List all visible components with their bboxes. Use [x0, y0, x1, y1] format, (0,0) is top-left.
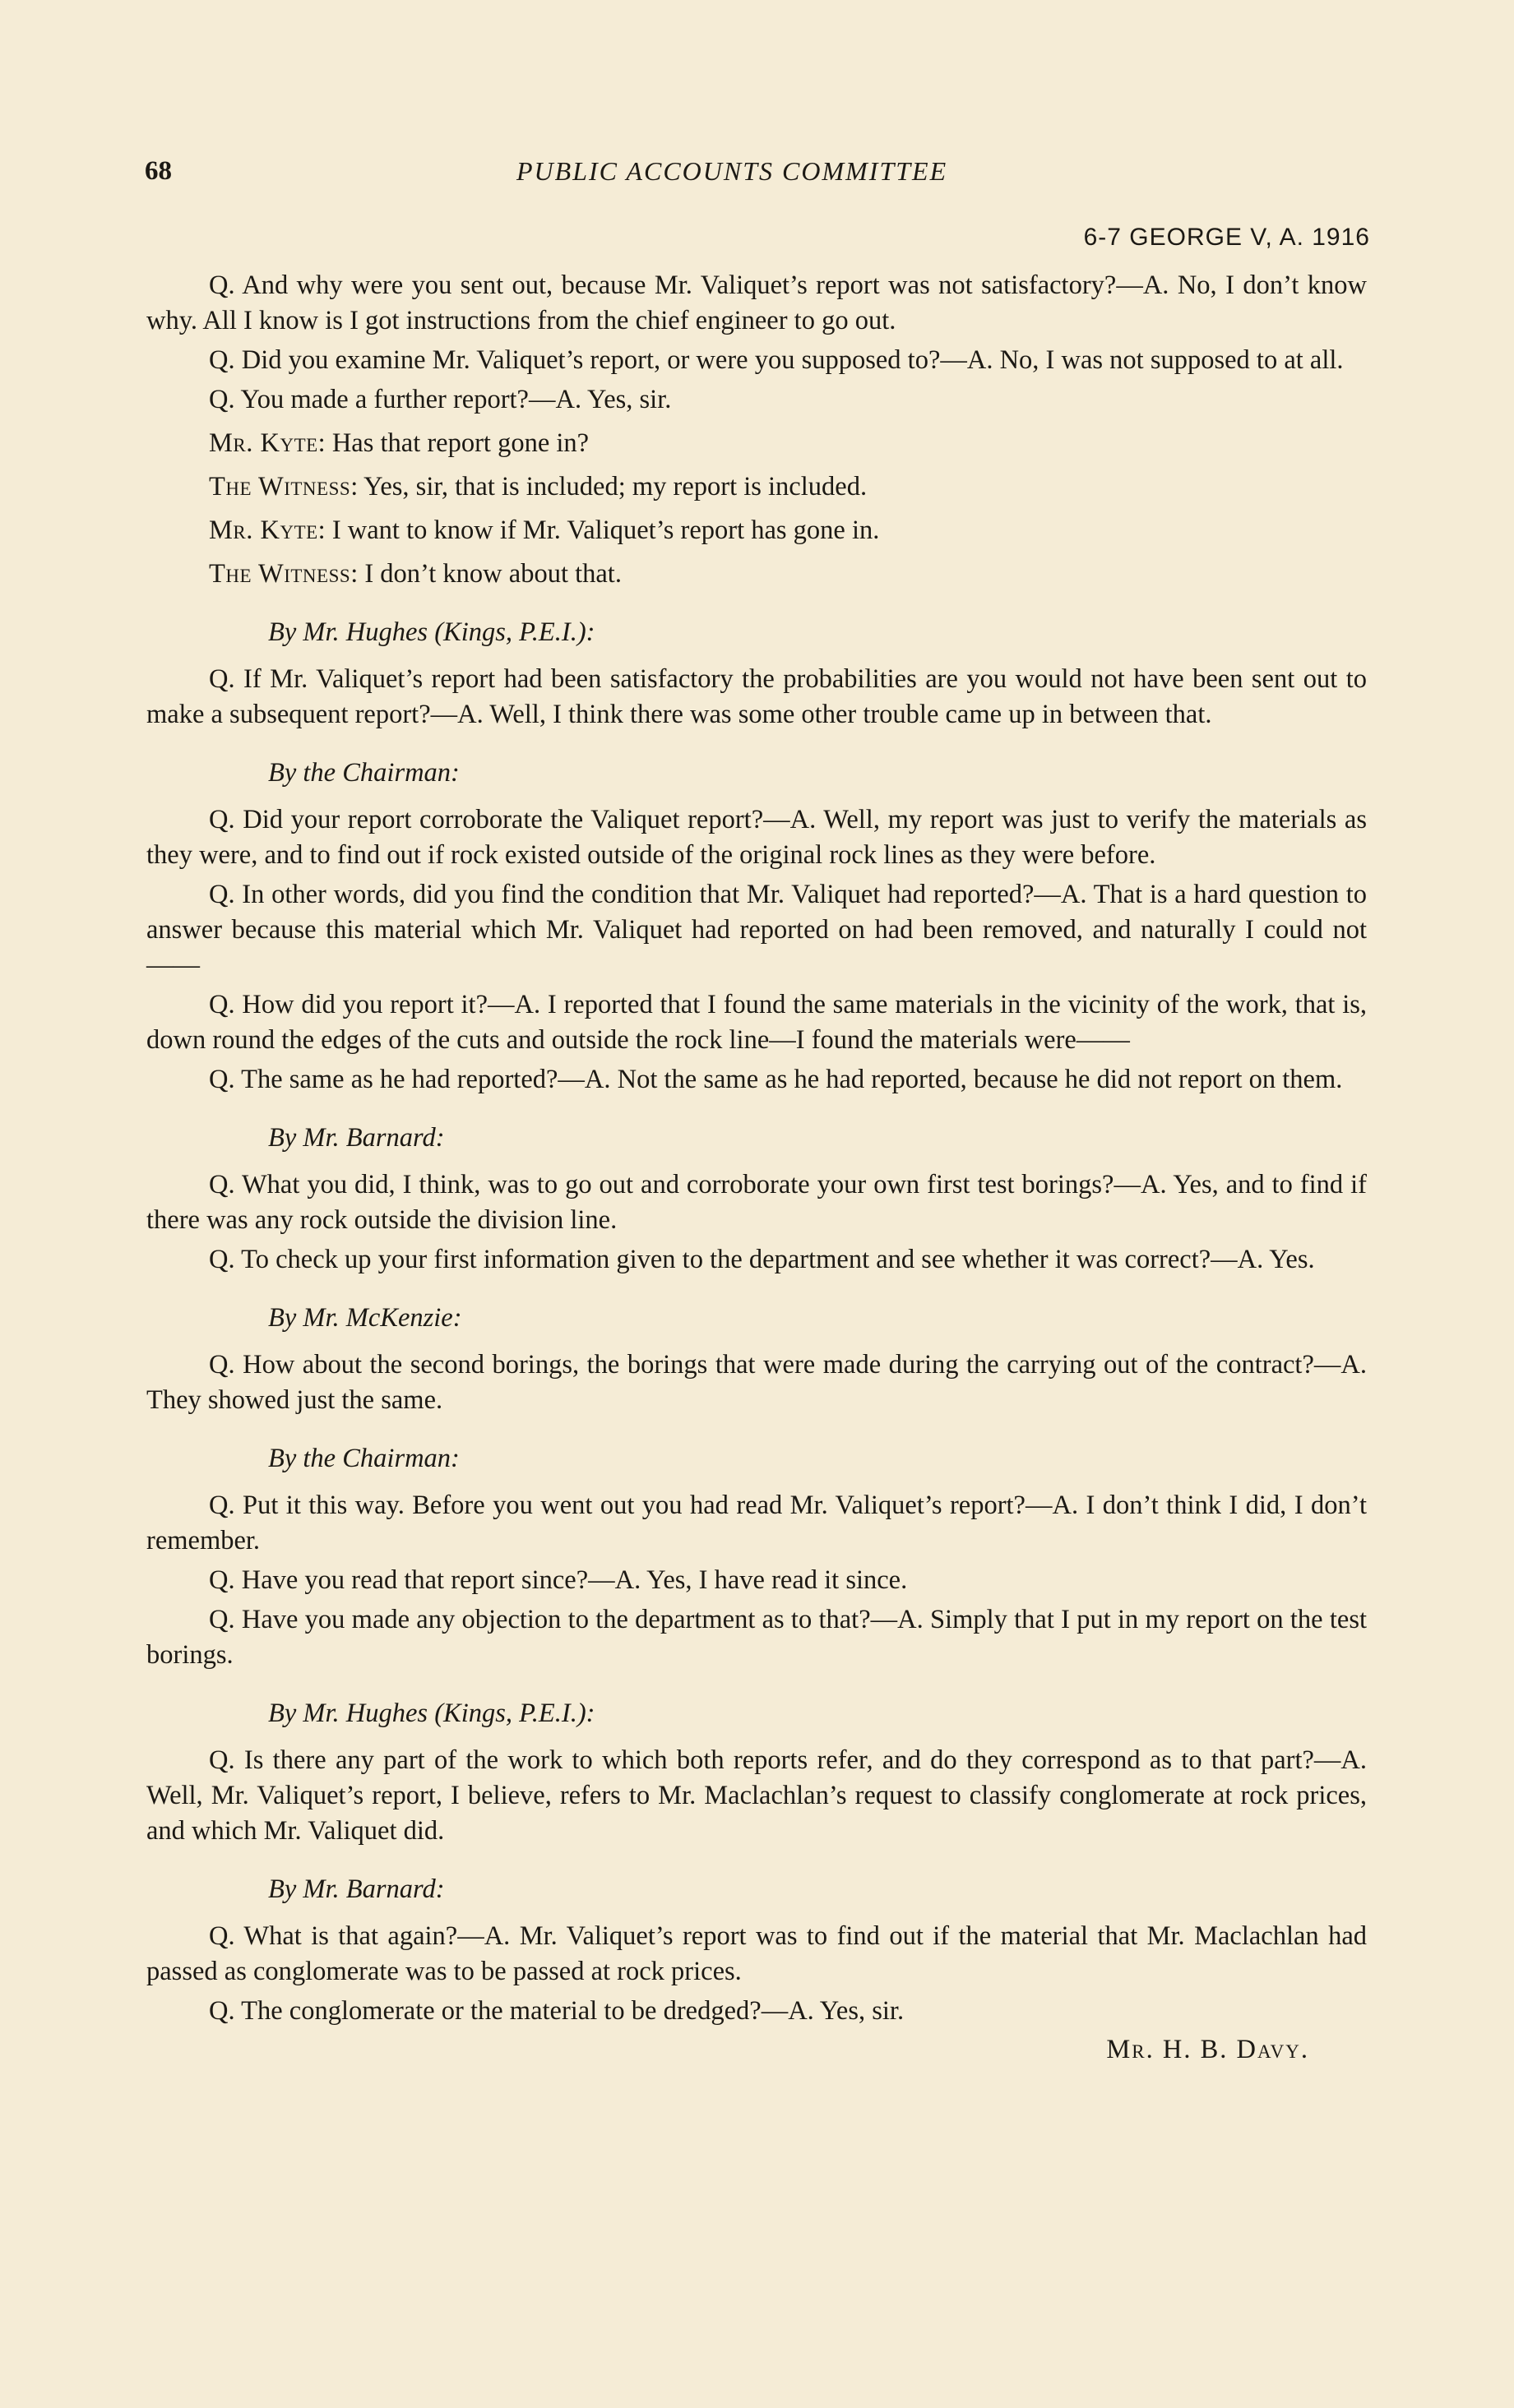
speaker-line	[146, 513, 1367, 548]
speaker-line	[146, 426, 1367, 461]
page-header	[145, 156, 1370, 251]
paragraph: Q. Put it this way. Before you went out you had read Mr. Valiquet’s report?—A. I don’t think I did, I don’t remember.	[146, 1491, 1367, 1555]
speaker-name: Mr. Kyte	[209, 428, 318, 458]
paragraph: Q. To check up your first information given to the department and see whether it was correct?—A. Yes.	[209, 1245, 1315, 1274]
examiner-heading: By Mr. McKenzie:	[268, 1303, 462, 1333]
paragraph: Q. What is that again?—A. Mr. Valiquet’s report was to find out if the material that Mr. Maclachlan had passed as conglomerate was to be passed at rock prices.	[146, 1921, 1367, 1986]
paragraph: Q. How did you report it?—A. I reported that I found the same materials in the vicinity of the work, that is, down round the edges of the cuts and outside the rock line—I found the materials were——	[146, 990, 1367, 1055]
paragraph: Q. What you did, I think, was to go out and corroborate your own first test borings?—A. Yes, and to find if there was any rock outside the division line.	[146, 1170, 1367, 1235]
document-body	[146, 268, 1367, 2068]
speaker-text: : I want to know if Mr. Valiquet’s report has gone in.	[317, 515, 880, 545]
paragraph: Q. Did your report corroborate the Valiquet report?—A. Well, my report was just to verify the materials as they were, and to find out if rock existed outside of the original rock lines as they were before.	[146, 805, 1367, 870]
examiner-heading: By the Chairman:	[268, 1444, 460, 1473]
running-title: PUBLIC ACCOUNTS COMMITTEE	[516, 156, 948, 186]
paragraph: Q. How about the second borings, the borings that were made during the carrying out of the contract?—A. They showed just the same.	[146, 1350, 1367, 1415]
speaker-name: The Witness	[209, 472, 351, 501]
examiner-heading: By Mr. Barnard:	[268, 1123, 445, 1153]
paragraph: Q. You made a further report?—A. Yes, sir.	[209, 385, 672, 414]
session-label: 6-7 GEORGE V, A. 1916	[1083, 224, 1370, 251]
speaker-name: The Witness	[209, 559, 351, 589]
speaker-name: Mr. Kyte	[209, 515, 318, 545]
paragraph: Q. Did you examine Mr. Valiquet’s report, or were you supposed to?—A. No, I was not supposed to at all.	[209, 345, 1344, 375]
speaker-text: : I don’t know about that.	[350, 559, 622, 589]
paragraph: Q. The conglomerate or the material to be dredged?—A. Yes, sir.	[209, 1996, 905, 2026]
speaker-text: : Has that report gone in?	[317, 428, 590, 458]
speaker-text: : Yes, sir, that is included; my report is included.	[350, 472, 868, 501]
paragraph: Q. Have you made any objection to the department as to that?—A. Simply that I put in my report on the test borings.	[146, 1605, 1367, 1670]
paragraph: Q. And why were you sent out, because Mr. Valiquet’s report was not satisfactory?—A. No, I don’t know why. All I know is I got instructions from the chief engineer to go out.	[146, 270, 1367, 335]
speaker-line	[146, 469, 1367, 505]
examiner-heading: By Mr. Hughes (Kings, P.E.I.):	[268, 617, 595, 647]
examiner-heading: By Mr. Barnard:	[268, 1874, 445, 1904]
speaker-line	[146, 557, 1367, 592]
paragraph: Q. Is there any part of the work to which both reports refer, and do they correspond as to that part?—A. Well, Mr. Valiquet’s report, I believe, refers to Mr. Maclachlan’s request to classify conglomerate at rock prices, and which Mr. Valiquet did.	[146, 1745, 1367, 1846]
paragraph: Q. The same as he had reported?—A. Not the same as he had reported, because he did not report on them.	[209, 1065, 1343, 1094]
paragraph: Q. Have you read that report since?—A. Yes, I have read it since.	[209, 1565, 908, 1595]
examiner-heading: By the Chairman:	[268, 758, 460, 788]
paragraph: Q. If Mr. Valiquet’s report had been satisfactory the probabilities are you would not have been sent out to make a subsequent report?—A. Well, I think there was some other trouble came up in between that.	[146, 664, 1367, 729]
examiner-heading: By Mr. Hughes (Kings, P.E.I.):	[268, 1699, 595, 1728]
witness-signature: Mr. H. B. Davy.	[1106, 2035, 1309, 2064]
paragraph: Q. In other words, did you find the condition that Mr. Valiquet had reported?—A. That is a hard question to answer because this material which Mr. Valiquet had reported on had been removed, and naturally I could not——	[146, 880, 1367, 980]
page-number: 68	[145, 156, 172, 186]
